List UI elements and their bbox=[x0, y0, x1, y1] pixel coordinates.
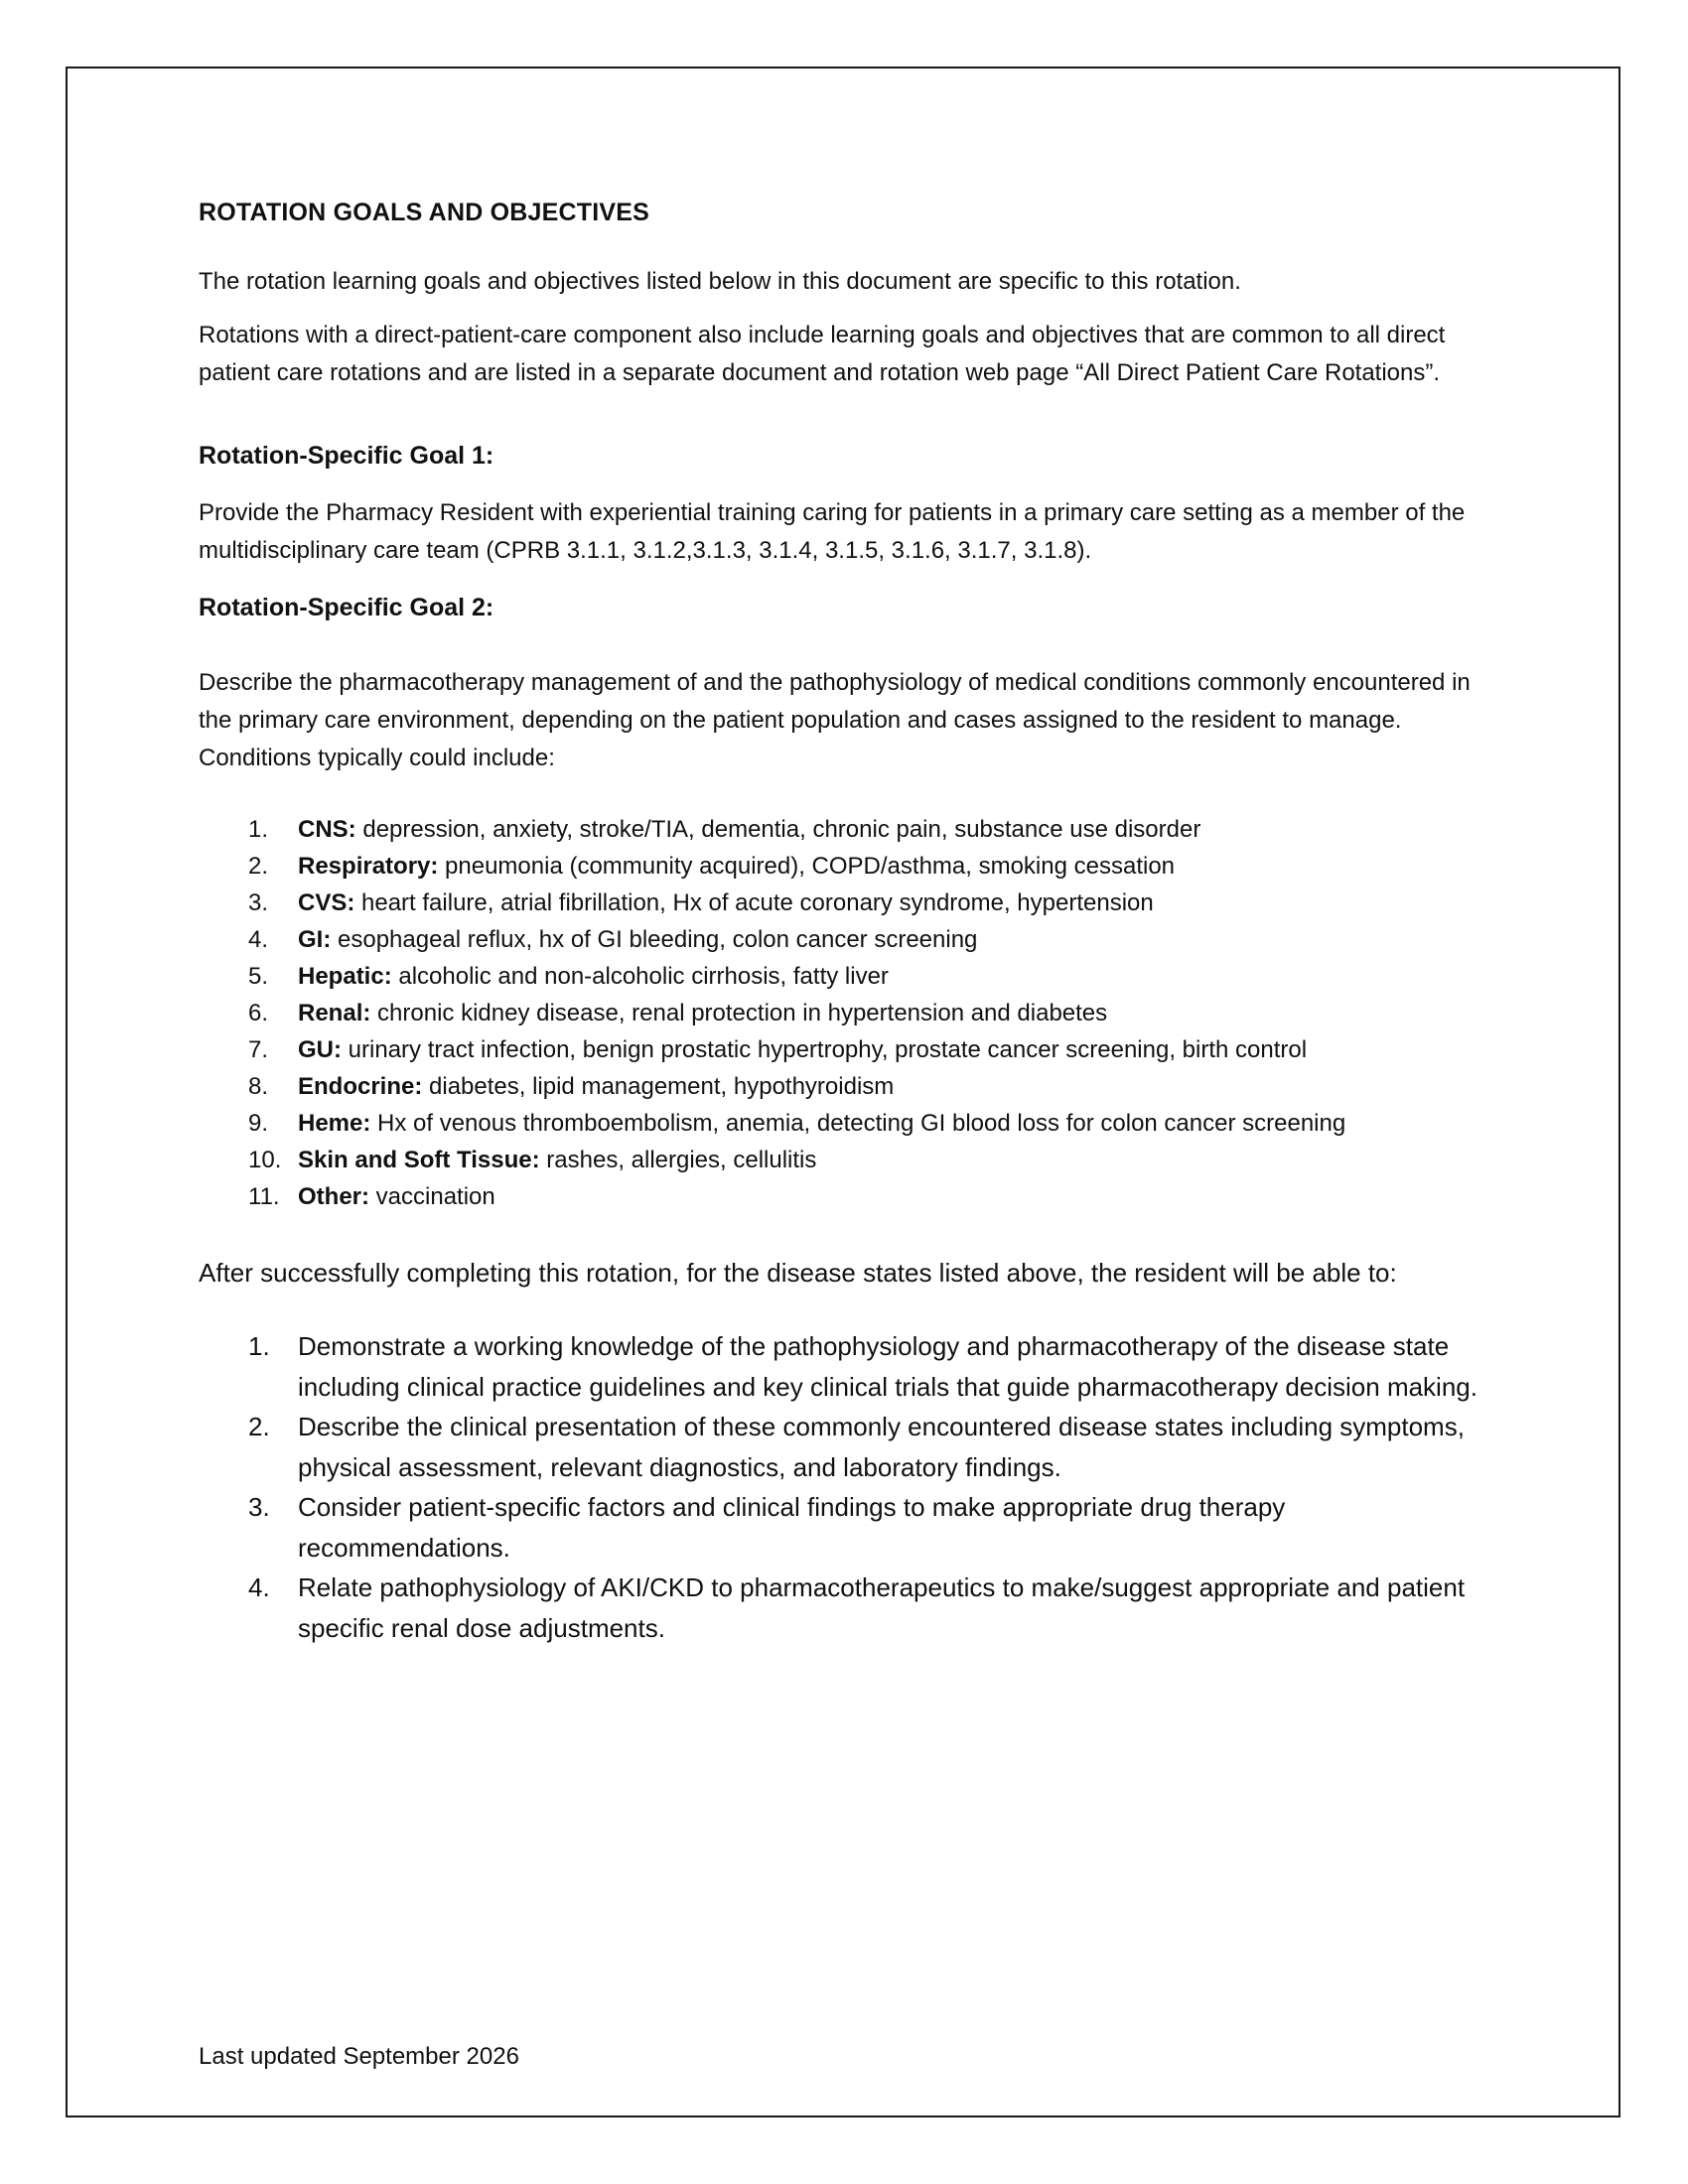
condition-category: Hepatic: bbox=[298, 963, 392, 990]
goal-2-text: Describe the pharmacotherapy management of and the pathophysiology of medical conditions commonly encountered in the primary care environment, depending on the patient population and cases assigned to the resident to manage. Conditions typically could include: bbox=[199, 669, 1471, 771]
outcome-item bbox=[199, 1568, 1499, 1648]
goal-1-heading: Rotation-Specific Goal 1: bbox=[199, 442, 494, 470]
condition-item bbox=[199, 885, 1499, 921]
outcome-text: Demonstrate a working knowledge of the pathophysiology and pharmacotherapy of the disease state including clinical practice guidelines and key clinical trials that guide pharmacotherapy decision making. bbox=[298, 1331, 1477, 1402]
condition-text: heart failure, atrial fibrillation, Hx of acute coronary syndrome, hypertension bbox=[354, 889, 1154, 916]
condition-category: Endocrine: bbox=[298, 1073, 423, 1100]
list-number: 4. bbox=[248, 926, 269, 953]
condition-text: chronic kidney disease, renal protection in hypertension and diabetes bbox=[370, 1000, 1108, 1026]
condition-item bbox=[199, 1105, 1499, 1142]
condition-item bbox=[199, 848, 1499, 885]
condition-item bbox=[199, 1142, 1499, 1178]
list-number: 8. bbox=[248, 1073, 269, 1100]
outcome-item bbox=[199, 1487, 1499, 1568]
last-updated-footer: Last updated September 2026 bbox=[199, 2043, 519, 2070]
condition-text: diabetes, lipid management, hypothyroidism bbox=[422, 1073, 895, 1100]
condition-text: alcoholic and non-alcoholic cirrhosis, fatty liver bbox=[391, 963, 889, 990]
intro-paragraph-1: The rotation learning goals and objectives listed below in this document are specific to this rotation. bbox=[199, 268, 1241, 295]
list-number: 11. bbox=[248, 1183, 280, 1210]
list-number: 4. bbox=[248, 1572, 270, 1602]
outcomes-intro: After successfully completing this rotation, for the disease states listed above, the resident will be able to: bbox=[199, 1258, 1397, 1288]
condition-category: CVS: bbox=[298, 889, 355, 916]
outcome-item bbox=[199, 1326, 1499, 1407]
condition-item bbox=[199, 811, 1499, 848]
list-number: 1. bbox=[248, 1331, 270, 1361]
goal-1-text: Provide the Pharmacy Resident with experiential training caring for patients in a primary care setting as a member of the multidisciplinary care team (CPRB 3.1.1, 3.1.2,3.1.3, 3.1.4, 3.1.5, 3.1.6, 3.1.7, 3.1.8). bbox=[199, 499, 1466, 564]
list-number: 2. bbox=[248, 1412, 270, 1441]
condition-category: CNS: bbox=[298, 816, 356, 843]
list-number: 2. bbox=[248, 853, 269, 880]
condition-category: Skin and Soft Tissue: bbox=[298, 1147, 540, 1173]
condition-text: pneumonia (community acquired), COPD/asthma, smoking cessation bbox=[438, 853, 1176, 880]
condition-item bbox=[199, 1178, 1499, 1215]
intro-paragraph-2: Rotations with a direct-patient-care component also include learning goals and objectives that are common to all direct patient care rotations and are listed in a separate document and rotation web page “All Direct Patient Care Rotations”. bbox=[199, 322, 1446, 386]
condition-item bbox=[199, 1031, 1499, 1068]
condition-text: esophageal reflux, hx of GI bleeding, colon cancer screening bbox=[331, 926, 978, 953]
condition-category: GI: bbox=[298, 926, 332, 953]
list-number: 1. bbox=[248, 816, 269, 843]
condition-category: Renal: bbox=[298, 1000, 371, 1026]
condition-text: depression, anxiety, stroke/TIA, dementia, chronic pain, substance use disorder bbox=[355, 816, 1201, 843]
conditions-list bbox=[199, 811, 1499, 1215]
list-number: 6. bbox=[248, 1000, 269, 1026]
condition-text: rashes, allergies, cellulitis bbox=[539, 1147, 817, 1173]
condition-item bbox=[199, 958, 1499, 995]
condition-text: vaccination bbox=[369, 1183, 495, 1210]
condition-category: Heme: bbox=[298, 1110, 371, 1137]
condition-category: GU: bbox=[298, 1036, 342, 1063]
outcome-text: Relate pathophysiology of AKI/CKD to pharmacotherapeutics to make/suggest appropriate and patient specific renal dose adjustments. bbox=[298, 1572, 1466, 1643]
condition-item bbox=[199, 1068, 1499, 1105]
goal-2-heading: Rotation-Specific Goal 2: bbox=[199, 594, 494, 621]
list-number: 3. bbox=[248, 1492, 270, 1522]
condition-item bbox=[199, 921, 1499, 958]
list-number: 5. bbox=[248, 963, 269, 990]
outcomes-list bbox=[199, 1326, 1499, 1648]
list-number: 10. bbox=[248, 1147, 282, 1173]
list-number: 3. bbox=[248, 889, 269, 916]
list-number: 9. bbox=[248, 1110, 269, 1137]
condition-category: Respiratory: bbox=[298, 853, 439, 880]
outcome-text: Describe the clinical presentation of these commonly encountered disease states including symptoms, physical assessment, relevant diagnostics, and laboratory findings. bbox=[298, 1412, 1465, 1482]
outcome-text: Consider patient-specific factors and clinical findings to make appropriate drug therapy recommendations. bbox=[298, 1492, 1286, 1563]
condition-category: Other: bbox=[298, 1183, 369, 1210]
outcome-item bbox=[199, 1407, 1499, 1487]
list-number: 7. bbox=[248, 1036, 269, 1063]
document-title: ROTATION GOALS AND OBJECTIVES bbox=[199, 199, 649, 226]
condition-text: urinary tract infection, benign prostatic hypertrophy, prostate cancer screening, birth control bbox=[342, 1036, 1308, 1063]
condition-item bbox=[199, 995, 1499, 1031]
document-body bbox=[199, 199, 1499, 1648]
condition-text: Hx of venous thromboembolism, anemia, detecting GI blood loss for colon cancer screening bbox=[370, 1110, 1346, 1137]
